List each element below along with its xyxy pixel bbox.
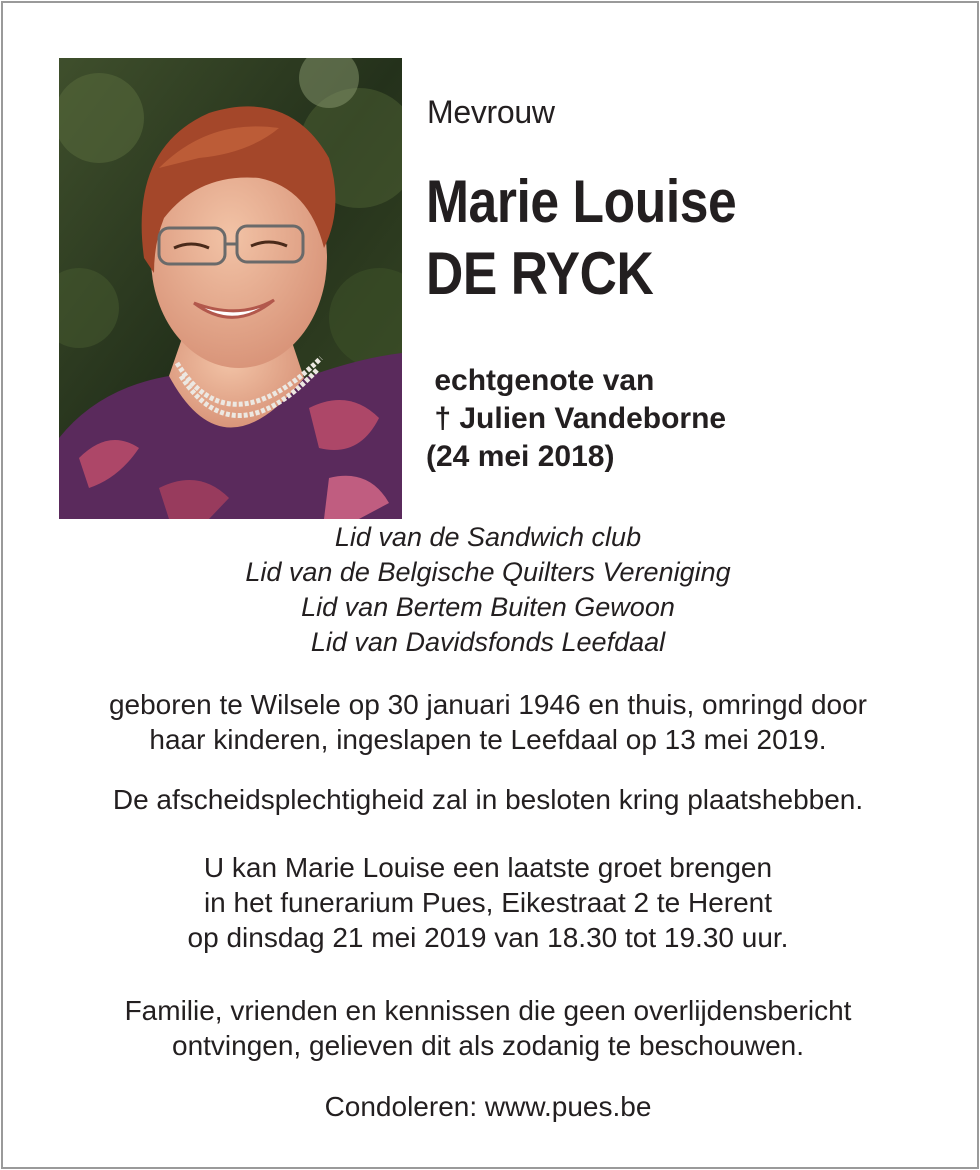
text-line: ontvingen, gelieven dit als zodanig te beschouwen. [172, 1030, 804, 1061]
membership-item: Lid van Davidsfonds Leefdaal [310, 627, 666, 657]
salutation: Mevrouw [427, 94, 555, 130]
membership-item: Lid van de Belgische Quilters Vereniging [245, 557, 731, 587]
notice-paragraph [0, 993, 976, 1063]
condolence-link[interactable]: Condoleren: www.pues.be [324, 1091, 652, 1122]
spouse-name: † Julien Vandeborne [426, 402, 727, 435]
membership-item: Lid van de Sandwich club [334, 522, 642, 552]
first-names: Marie Louise [426, 168, 737, 235]
spouse-death-date: (24 mei 2018) [426, 440, 615, 473]
text-line: Familie, vrienden en kennissen die geen overlijdensbericht [124, 995, 852, 1026]
text-line: op dinsdag 21 mei 2019 van 18.30 tot 19.30 uur. [187, 922, 789, 953]
visitation-paragraph [0, 850, 976, 955]
memberships-list [0, 520, 976, 660]
spouse-info [426, 362, 726, 476]
ceremony-paragraph: De afscheidsplechtigheid zal in besloten kring plaatshebben. [112, 784, 864, 815]
text-line: geboren te Wilsele op 30 januari 1946 en thuis, omringd door [108, 689, 868, 720]
text-line: in het funerarium Pues, Eikestraat 2 te Herent [203, 887, 773, 918]
text-line: U kan Marie Louise een laatste groet brengen [203, 852, 773, 883]
deceased-name [426, 166, 736, 310]
surname: DE RYCK [426, 240, 654, 307]
portrait-photo [59, 58, 402, 519]
birth-death-paragraph [0, 687, 976, 757]
spouse-relation: echtgenote van [426, 364, 655, 397]
membership-item: Lid van Bertem Buiten Gewoon [301, 592, 675, 622]
text-line: haar kinderen, ingeslapen te Leefdaal op 13 mei 2019. [149, 724, 827, 755]
